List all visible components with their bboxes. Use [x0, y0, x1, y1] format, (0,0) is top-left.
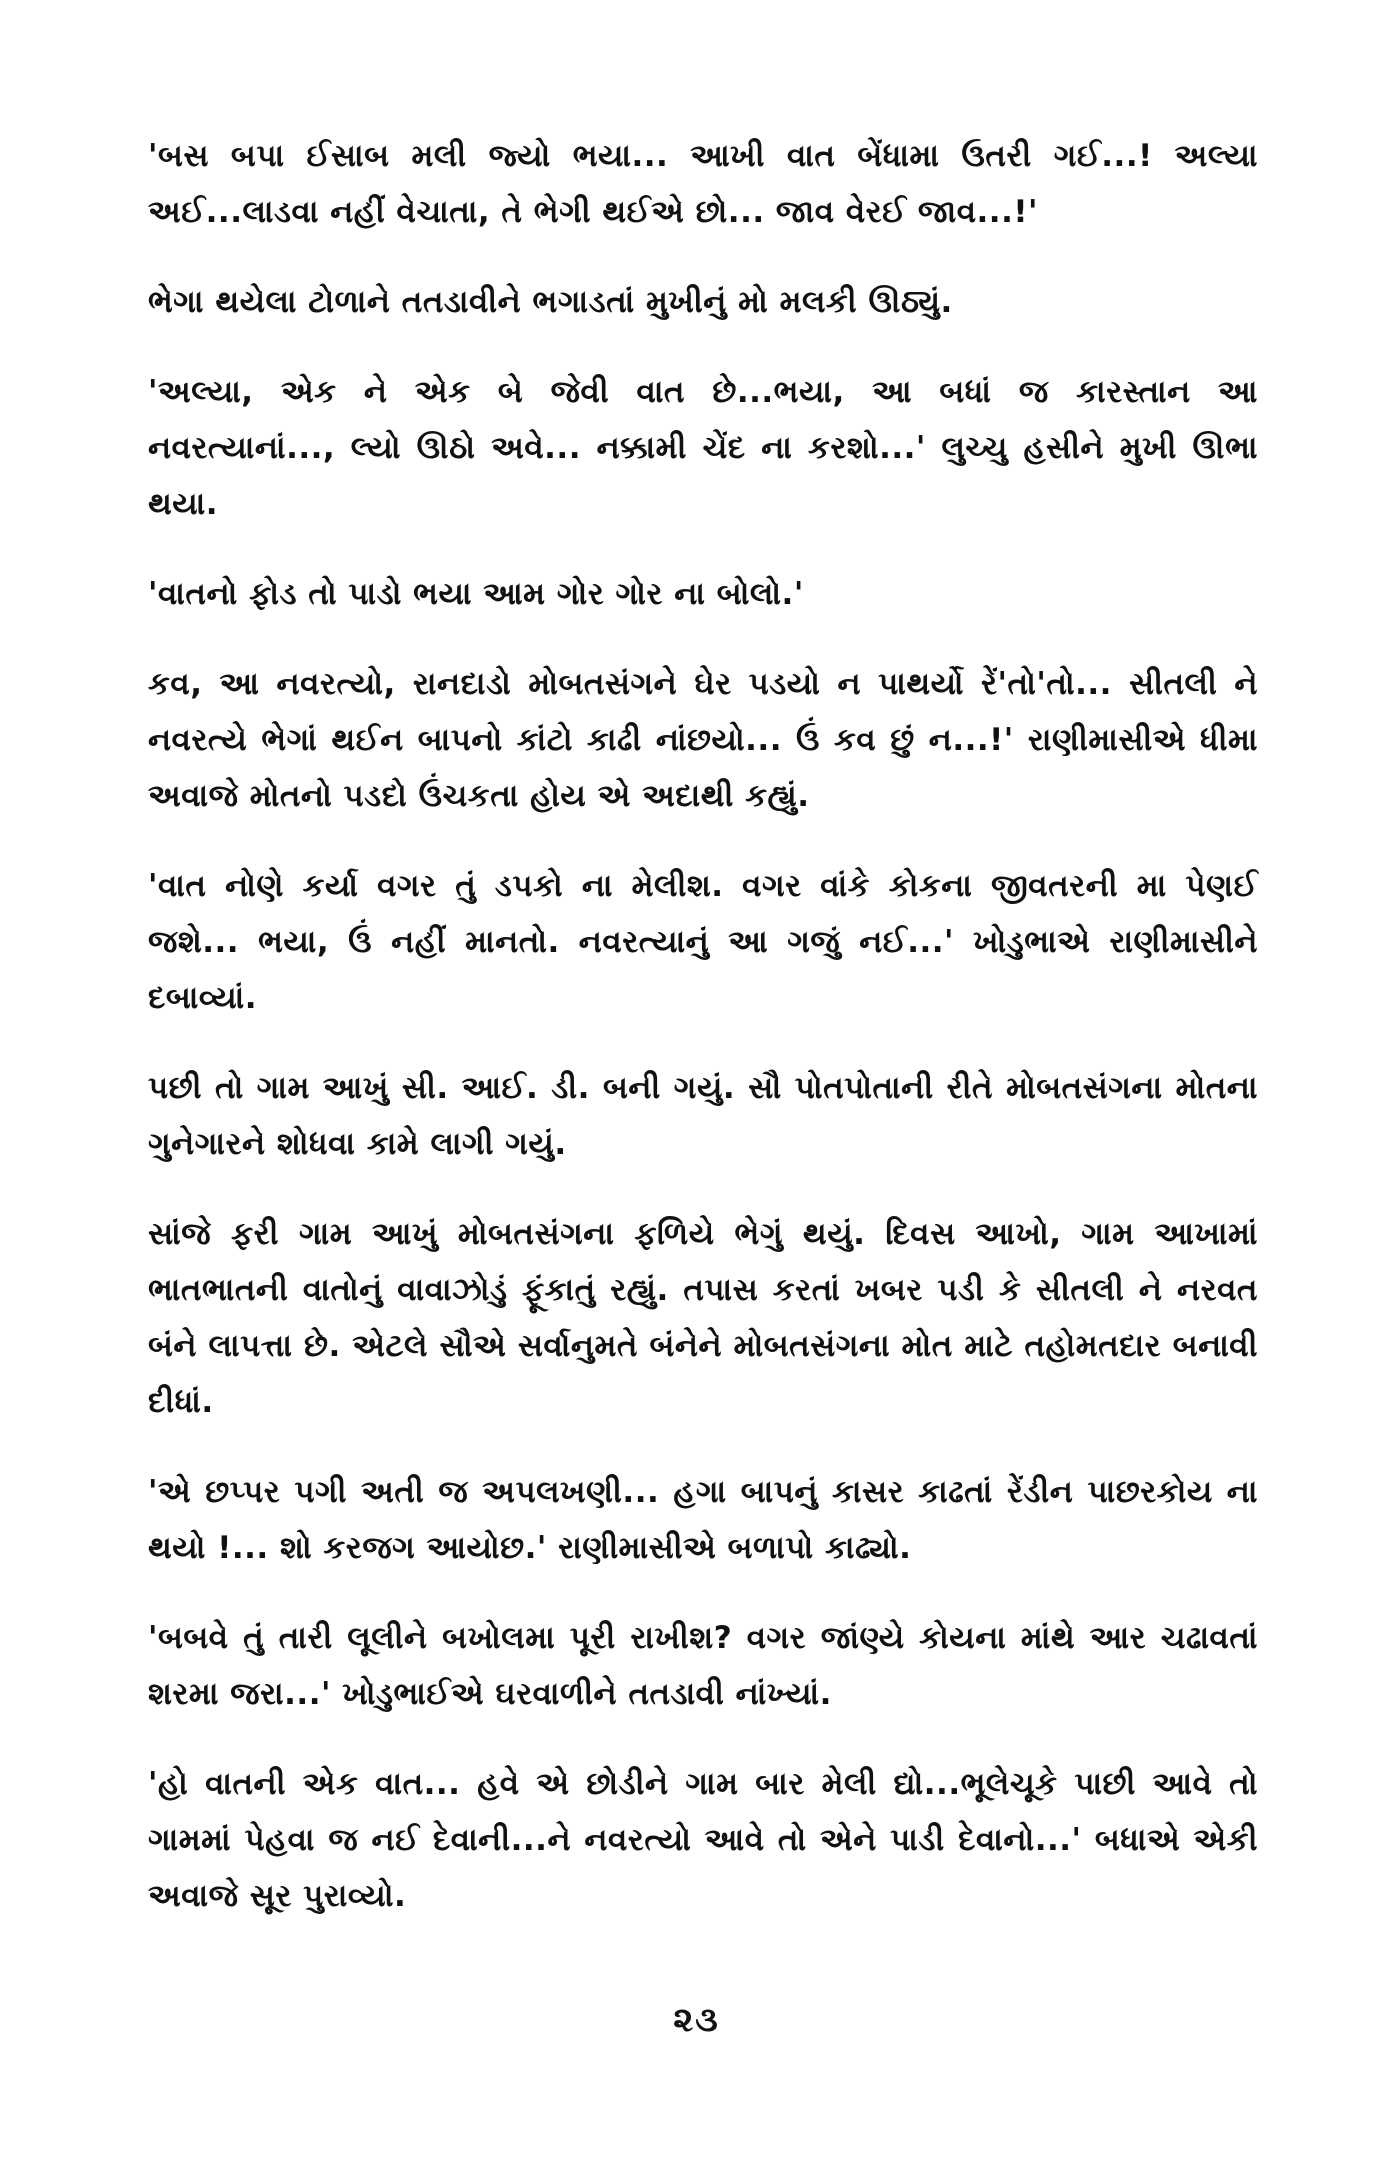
- paragraph-2: ભેગા થયેલા ટોળાને તતડાવીને ભગાડતાં મુખીનું મો મલકી ઊઠ્યું.: [148, 284, 953, 320]
- page-number: ૨૩: [673, 2000, 720, 2040]
- paragraph-10: 'બબવે તું તારી લૂલીને બખોલમા પૂરી રાખીશ? વગર જાંણ્યે કોયના માંથે આર ચઢાવતાં શરમા જરા...' ખોડુભાઈએ ઘરવાળીને તતડાવી નાંખ્યાં.: [148, 1620, 1258, 1712]
- paragraph-3: 'અલ્યા, એક ને એક બે જેવી વાત છે...ભયા, આ બધાં જ કારસ્તાન આ નવરત્યાનાં..., લ્યો ઊઠો અવે... નક્કામી ચેંદ ના કરશો...' લુચ્ચુ હસીને મુખી ઊભા થયા.: [148, 374, 1258, 522]
- page-text: [148, 128, 1258, 1924]
- paragraph-1: 'બસ બપા ઈસાબ મલી જ્યો ભયા... આખી વાત બેંધામા ઉતરી ગઈ...! અલ્યા અઈ...લાડવા નહીં વેચાતા, તે ભેગી થઈએ છો... જાવ વેરઈ જાવ...!': [148, 138, 1258, 230]
- paragraph-8: સાંજે ફરી ગામ આખું મોબતસંગના ફળિયે ભેગું થયું. દિવસ આખો, ગામ આખામાં ભાતભાતની વાતોનું વાવાઝોડું ફૂંકાતું રહ્યું. તપાસ કરતાં ખબર પડી કે સીતલી ને નરવત બંને લાપત્તા છે. એટલે સૌએ સર્વાનુમતે બંનેને મોબતસંગના મોત માટે તહોમતદાર બનાવી દીધાં.: [148, 1216, 1258, 1420]
- paragraph-5: કવ, આ નવરત્યો, રાનદાડો મોબતસંગને ઘેર પડયો ન પાથર્યો રેં'તો'તો... સીતલી ને નવરત્યે ભેગાં થઈન બાપનો કાંટો કાઢી નાંછયો... ઉં કવ છું ન...!' રાણીમાસીએ ધીમા અવાજે મોતનો પડદો ઉંચકતા હોય એ અદાથી કહ્યું.: [148, 666, 1258, 814]
- paragraph-11: 'હો વાતની એક વાત... હવે એ છોડીને ગામ બાર મેલી દ્યો...ભૂલેચૂકે પાછી આવે તો ગામમાં પેહવા જ નઈ દેવાની...ને નવરત્યો આવે તો એને પાડી દેવાનો...' બધાએ એકી અવાજે સૂર પુરાવ્યો.: [148, 1766, 1258, 1914]
- paragraph-9: 'એ છપ્પર પગી અતી જ અપલખણી... હગા બાપનું કાસર કાઢતાં રેંડીન પાછરકોય ના થયો !... શો કરજગ આયોછ.' રાણીમાસીએ બળાપો કાઢ્યો.: [148, 1474, 1258, 1566]
- paragraph-6: 'વાત નોણે કર્યા વગર તું ડપકો ના મેલીશ. વગર વાંકે કોકના જીવતરની મા પેણઈ જશે... ભયા, ઉં નહીં માનતો. નવરત્યાનું આ ગજું નઈ...' ખોડુભાએ રાણીમાસીને દબાવ્યાં.: [148, 868, 1258, 1016]
- paragraph-4: 'વાતનો ફોડ તો પાડો ભયા આમ ગોર ગોર ના બોલો.': [148, 576, 804, 612]
- paragraph-7: પછી તો ગામ આખું સી. આઈ. ડી. બની ગયું. સૌ પોતપોતાની રીતે મોબતસંગના મોતના ગુનેગારને શોધવા કામે લાગી ગયું.: [148, 1070, 1258, 1162]
